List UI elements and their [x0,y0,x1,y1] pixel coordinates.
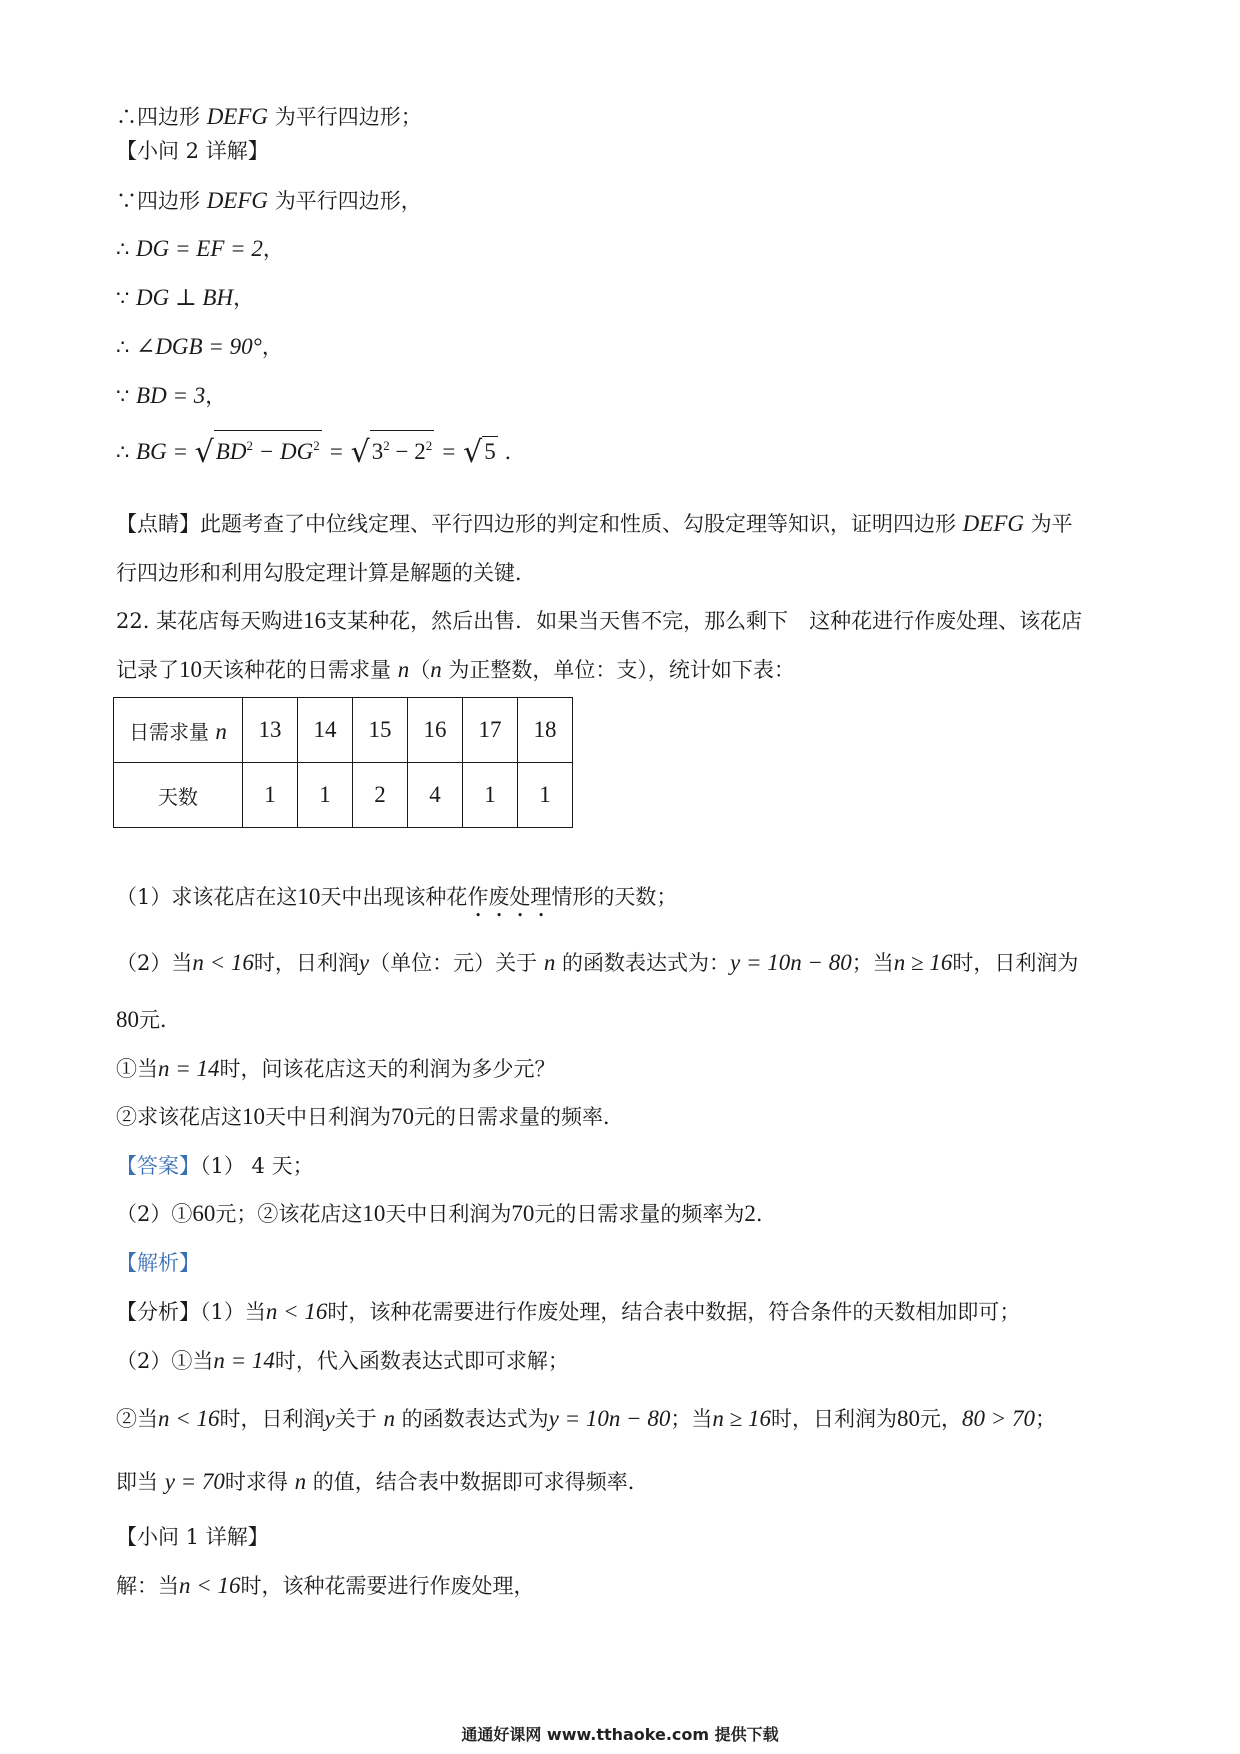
text-line: ∵四边形 DEFG 为平行四边形， [116,188,422,213]
table-cell: 15 [353,698,408,763]
analysis-heading: 【解析】 [116,1251,200,1275]
comment-line: 【点睛】此题考查了中位线定理、平行四边形的判定和性质、勾股定理等知识，证明四边形 DEFG 为平 [116,511,1073,536]
analysis-line: 即当 y = 70时求得 n 的值，结合表中数据即可求得频率． [116,1469,649,1494]
question-line: 记录了10天该种花的日需求量 n（n 为正整数，单位：支），统计如下表： [116,657,795,682]
sqrt-expression-1: $√BD^2 - DG^2$ [195,430,322,468]
table-cell: 4 [408,763,463,828]
analysis-line: （2）①当n = 14时，代入函数表达式即可求解； [116,1348,569,1373]
equation-line: ∵ BD = 3， [116,383,227,408]
question-line: ②求该花店这10天中日利润为70元的日需求量的频率． [116,1104,624,1129]
table-header-cell: 天数 [114,763,243,828]
table-cell: 1 [518,763,573,828]
solution-line: 解：当n < 16时，该种花需要进行作废处理， [116,1573,535,1598]
table-cell: 2 [353,763,408,828]
text-line: ∴四边形 DEFG 为平行四边形； [116,104,422,129]
table-cell: 13 [243,698,298,763]
table-row [114,763,573,828]
analysis-line: 【分析】（1）当n < 16时，该种花需要进行作废处理，结合表中数据，符合条件的天数相加即可； [116,1299,1021,1324]
comment-line: 行四边形和利用勾股定理计算是解题的关键． [116,561,536,585]
question-line: ①当n = 14时，问该花店这天的利润为多少元？ [116,1056,556,1081]
table-cell: 1 [463,763,518,828]
question-line: （1）求该花店在这10天中出现该种花作废处理情形的天数； [116,884,678,909]
question-line: （2）当n < 16时，日利润y（单位：元）关于 n 的函数表达式为：y = 10n − 80；当n ≥ 16时，日利润为 [116,950,1079,975]
sqrt-expression-3: √5 [463,435,496,470]
demand-frequency-table [113,697,573,828]
table-cell: 1 [243,763,298,828]
sqrt-expression-2: $√3^2 - 2^2$ [351,430,435,468]
answer-line: 【答案】（1） 4 天； [116,1154,314,1178]
table-cell: 18 [518,698,573,763]
table-cell: 1 [298,763,353,828]
equation-line: ∵ DG ⊥ BH， [116,285,255,310]
section-heading: 【小问 2 详解】 [116,139,269,163]
table-row [114,698,573,763]
question-line: 22. 某花店每天购进16支某种花，然后出售．如果当天售不完，那么剩下 这种花进行作废处理、该花店 [116,608,1083,633]
answer-line: （2）①60元；②该花店这10天中日利润为70元的日需求量的频率为2. [116,1201,763,1226]
analysis-line: ②当n < 16时，日利润y关于 n 的函数表达式为y = 10n − 80；当n ≥ 16时，日利润为80元，80 > 70； [116,1406,1057,1431]
equation-line: ∴ ∠DGB = 90°， [116,334,283,359]
question-line: 80元． [116,1007,181,1032]
table-cell: 17 [463,698,518,763]
table-header-cell: 日需求量 n [114,698,243,763]
table-cell: 14 [298,698,353,763]
equation-line: ∴ DG = EF = 2， [116,236,284,261]
table-cell: 16 [408,698,463,763]
sqrt-equation-line: ∴ BG = $√BD^2 - DG^2 = √3^2 - 2^2 = √5$ . [116,430,511,468]
section-heading: 【小问 1 详解】 [116,1525,269,1549]
page-footer: 通通好课网 www.tthaoke.com 提供下载 [461,1725,779,1744]
